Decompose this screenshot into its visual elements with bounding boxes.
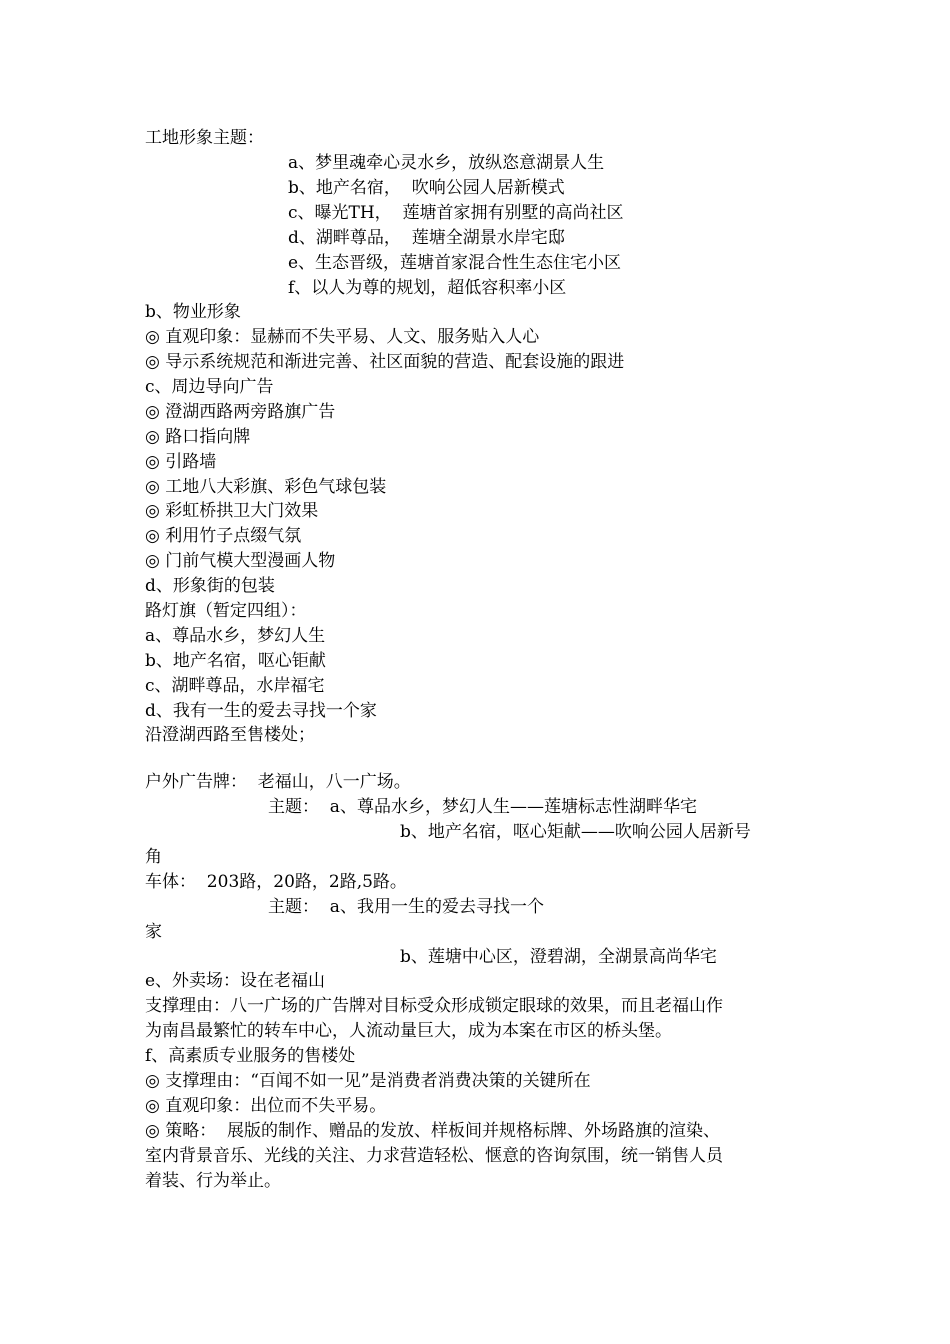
theme-line: 主题： a、尊品水乡，梦幻人生——莲塘标志性湖畔华宅 [268,797,697,817]
paragraph-line: 角 [145,847,162,867]
paragraph-line: 户外广告牌： 老福山，八一广场。 [145,772,411,792]
paragraph-line: 为南昌最繁忙的转车中心，人流动量巨大，成为本案在市区的桥头堡。 [145,1021,672,1041]
paragraph-line: 路灯旗（暂定四组）： [145,601,307,621]
list-item: d、我有一生的爱去寻找一个家 [145,701,377,721]
theme-line: 主题： a、我用一生的爱去寻找一个 [268,897,544,917]
bullet-item: ◎ 策略： 展版的制作、赠品的发放、样板间并规格标牌、外场路旗的渲染、 [145,1121,721,1141]
bullet-item: ◎ 引路墙 [145,452,217,472]
bullet-item: ◎ 门前气模大型漫画人物 [145,551,336,571]
list-item: a、梦里魂牵心灵水乡，放纵恣意湖景人生 [288,153,605,173]
paragraph-line: 家 [145,922,162,942]
list-item: b、地产名宿，呕心钜献 [145,651,326,671]
paragraph-line: 着装、行为举止。 [145,1171,281,1191]
paragraph-line: 车体： 203路，20路，2路,5路。 [145,872,407,892]
section-heading: 工地形象主题： [145,128,264,148]
bullet-item: ◎ 利用竹子点缀气氛 [145,526,302,546]
bullet-item: ◎ 工地八大彩旗、彩色气球包装 [145,477,387,497]
list-item: a、尊品水乡，梦幻人生 [145,626,326,646]
paragraph-line: 支撑理由：八一广场的广告牌对目标受众形成锁定眼球的效果，而且老福山作 [145,996,723,1016]
list-item: d、湖畔尊品， 莲塘全湖景水岸宅邸 [288,228,565,248]
bullet-item: ◎ 支撑理由：“百闻不如一见”是消费者消费决策的关键所在 [145,1071,591,1091]
bullet-item: ◎ 直观印象：显赫而不失平易、人文、服务贴入人心 [145,327,540,347]
list-item: b、地产名宿， 吹响公园人居新模式 [288,178,565,198]
section-heading: b、物业形象 [145,302,241,322]
bullet-item: ◎ 导示系统规范和渐进完善、社区面貌的营造、配套设施的跟进 [145,352,625,372]
list-item: e、生态晋级，莲塘首家混合性生态住宅小区 [288,253,622,273]
section-heading: c、周边导向广告 [145,377,274,397]
bullet-item: ◎ 彩虹桥拱卫大门效果 [145,501,319,521]
section-heading: e、外卖场：设在老福山 [145,971,326,991]
theme-line: b、地产名宿，呕心矩献——吹响公园人居新号 [400,822,751,842]
list-item: c、湖畔尊品，水岸福宅 [145,676,325,696]
section-heading: f、高素质专业服务的售楼处 [145,1046,356,1066]
list-item: f、以人为尊的规划，超低容积率小区 [288,278,567,298]
bullet-item: ◎ 路口指向牌 [145,427,251,447]
paragraph-line: 室内背景音乐、光线的关注、力求营造轻松、惬意的咨询氛围，统一销售人员 [145,1146,723,1166]
section-heading: d、形象街的包装 [145,576,275,596]
bullet-item: ◎ 直观印象：出位而不失平易。 [145,1096,387,1116]
bullet-item: ◎ 澄湖西路两旁路旗广告 [145,402,336,422]
list-item: c、曝光TH， 莲塘首家拥有别墅的高尚社区 [288,203,624,223]
theme-line: b、莲塘中心区，澄碧湖，全湖景高尚华宅 [400,947,717,967]
paragraph-line: 沿澄湖西路至售楼处； [145,725,315,745]
